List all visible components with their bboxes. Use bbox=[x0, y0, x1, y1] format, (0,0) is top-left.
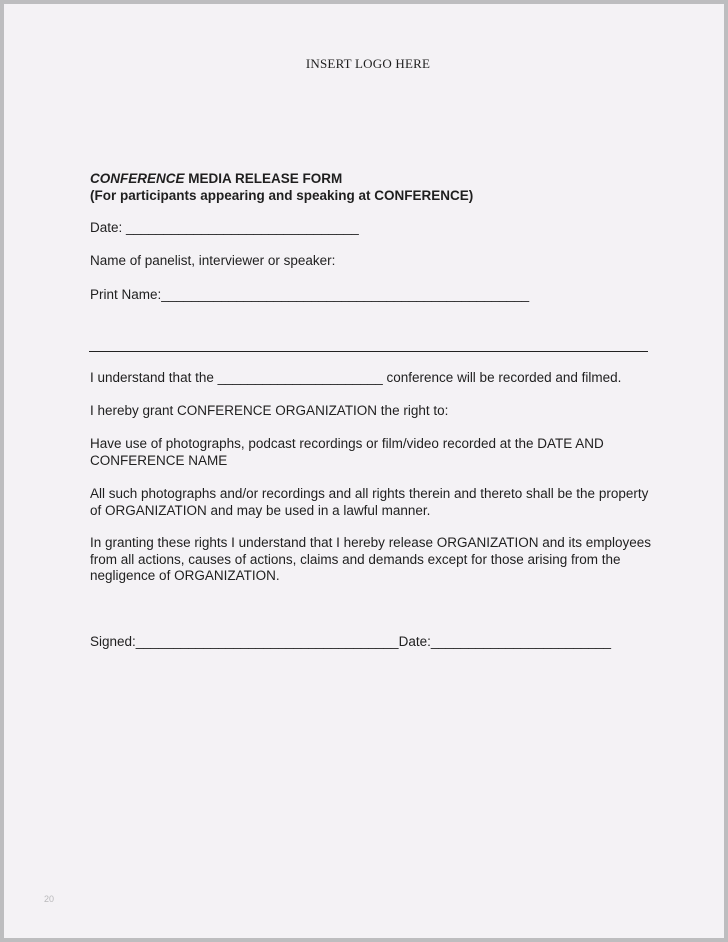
form-title-block bbox=[90, 170, 670, 204]
form-title-italic: CONFERENCE bbox=[90, 171, 185, 186]
logo-placeholder: INSERT LOGO HERE bbox=[305, 56, 431, 71]
paragraph-grant: I hereby grant CONFERENCE ORGANIZATION the right to: bbox=[90, 403, 449, 418]
paragraph-have-use: Have use of photographs, podcast recordings or film/video recorded at the DATE AND CONFERENCE NAME bbox=[90, 436, 604, 468]
section-divider bbox=[89, 351, 648, 352]
panelist-name-label: Name of panelist, interviewer or speaker: bbox=[90, 253, 336, 268]
print-name-field[interactable]: Print Name:_________________________________________________ bbox=[90, 287, 530, 302]
form-title-rest: MEDIA RELEASE FORM bbox=[184, 171, 343, 186]
paragraph-granting: In granting these rights I understand that I hereby release ORGANIZATION and its employees from all actions, causes of actions, claims and demands except for those arising from the negligence of ORGANIZATION. bbox=[90, 535, 652, 583]
paragraph-all-such: All such photographs and/or recordings and all rights therein and thereto shall be the property of ORGANIZATION and may be used in a lawful manner. bbox=[90, 486, 649, 518]
page-number: 20 bbox=[44, 894, 55, 904]
form-subtitle: (For participants appearing and speaking at CONFERENCE) bbox=[90, 188, 474, 203]
form-title bbox=[90, 170, 670, 187]
date-field[interactable]: Date: _______________________________ bbox=[90, 220, 359, 235]
signature-line[interactable]: Signed:___________________________________Date:________________________ bbox=[90, 634, 612, 649]
paragraph-understand: I understand that the ______________________ conference will be recorded and filmed. bbox=[90, 370, 622, 385]
